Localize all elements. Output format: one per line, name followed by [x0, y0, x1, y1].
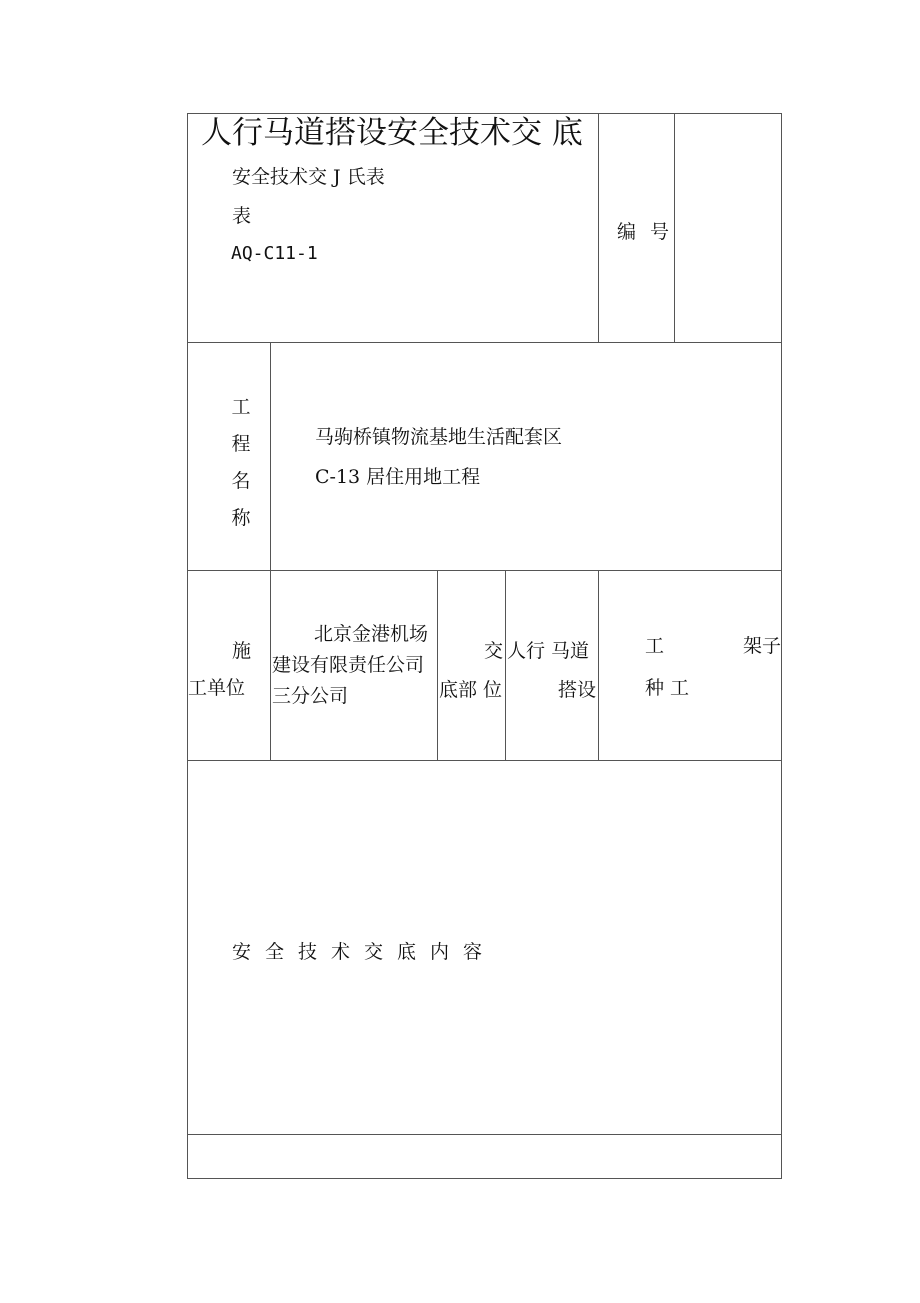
- content-label: 安全技术交底内容: [232, 941, 497, 963]
- col-divider-header-2: [674, 113, 675, 342]
- position-label-line2: 底部 位: [439, 679, 503, 701]
- col-divider-header-1: [598, 113, 599, 342]
- row-divider-3: [187, 760, 782, 761]
- position-value-line1: 人行 马道: [507, 640, 590, 662]
- row-divider-1: [187, 342, 782, 343]
- project-name-line2: C-13 居住用地工程: [315, 466, 481, 488]
- unit-label-line1: 施: [232, 640, 252, 662]
- trade-label-line2: 种 工: [645, 677, 690, 699]
- col-divider-unit-1: [270, 570, 271, 760]
- col-divider-unit-4: [598, 570, 599, 760]
- col-divider-unit-3: [505, 570, 506, 760]
- unit-label-line2: 工单位: [188, 677, 246, 699]
- position-label-line1: 交: [484, 640, 504, 662]
- col-divider-unit-2: [437, 570, 438, 760]
- form-subtitle: 安全技术交 J 氏表: [232, 166, 385, 188]
- form-code: AQ-C11-1: [231, 243, 318, 264]
- project-name-line1: 马驹桥镇物流基地生活配套区: [315, 426, 563, 448]
- unit-value: 北京金港机场建设有限责任公司三分公司: [272, 623, 429, 707]
- project-name-label: 工程名称: [231, 396, 251, 529]
- form-label: 表: [232, 205, 252, 227]
- trade-value: 架子: [743, 635, 782, 657]
- number-label: 编 号: [617, 221, 674, 243]
- position-value-line2: 搭设: [558, 679, 597, 701]
- row-divider-2: [187, 570, 782, 571]
- document-title: 人行马道搭设安全技术交 底: [201, 115, 583, 151]
- row-divider-4: [187, 1134, 782, 1135]
- col-divider-project: [270, 342, 271, 570]
- trade-label-line1: 工: [645, 635, 665, 657]
